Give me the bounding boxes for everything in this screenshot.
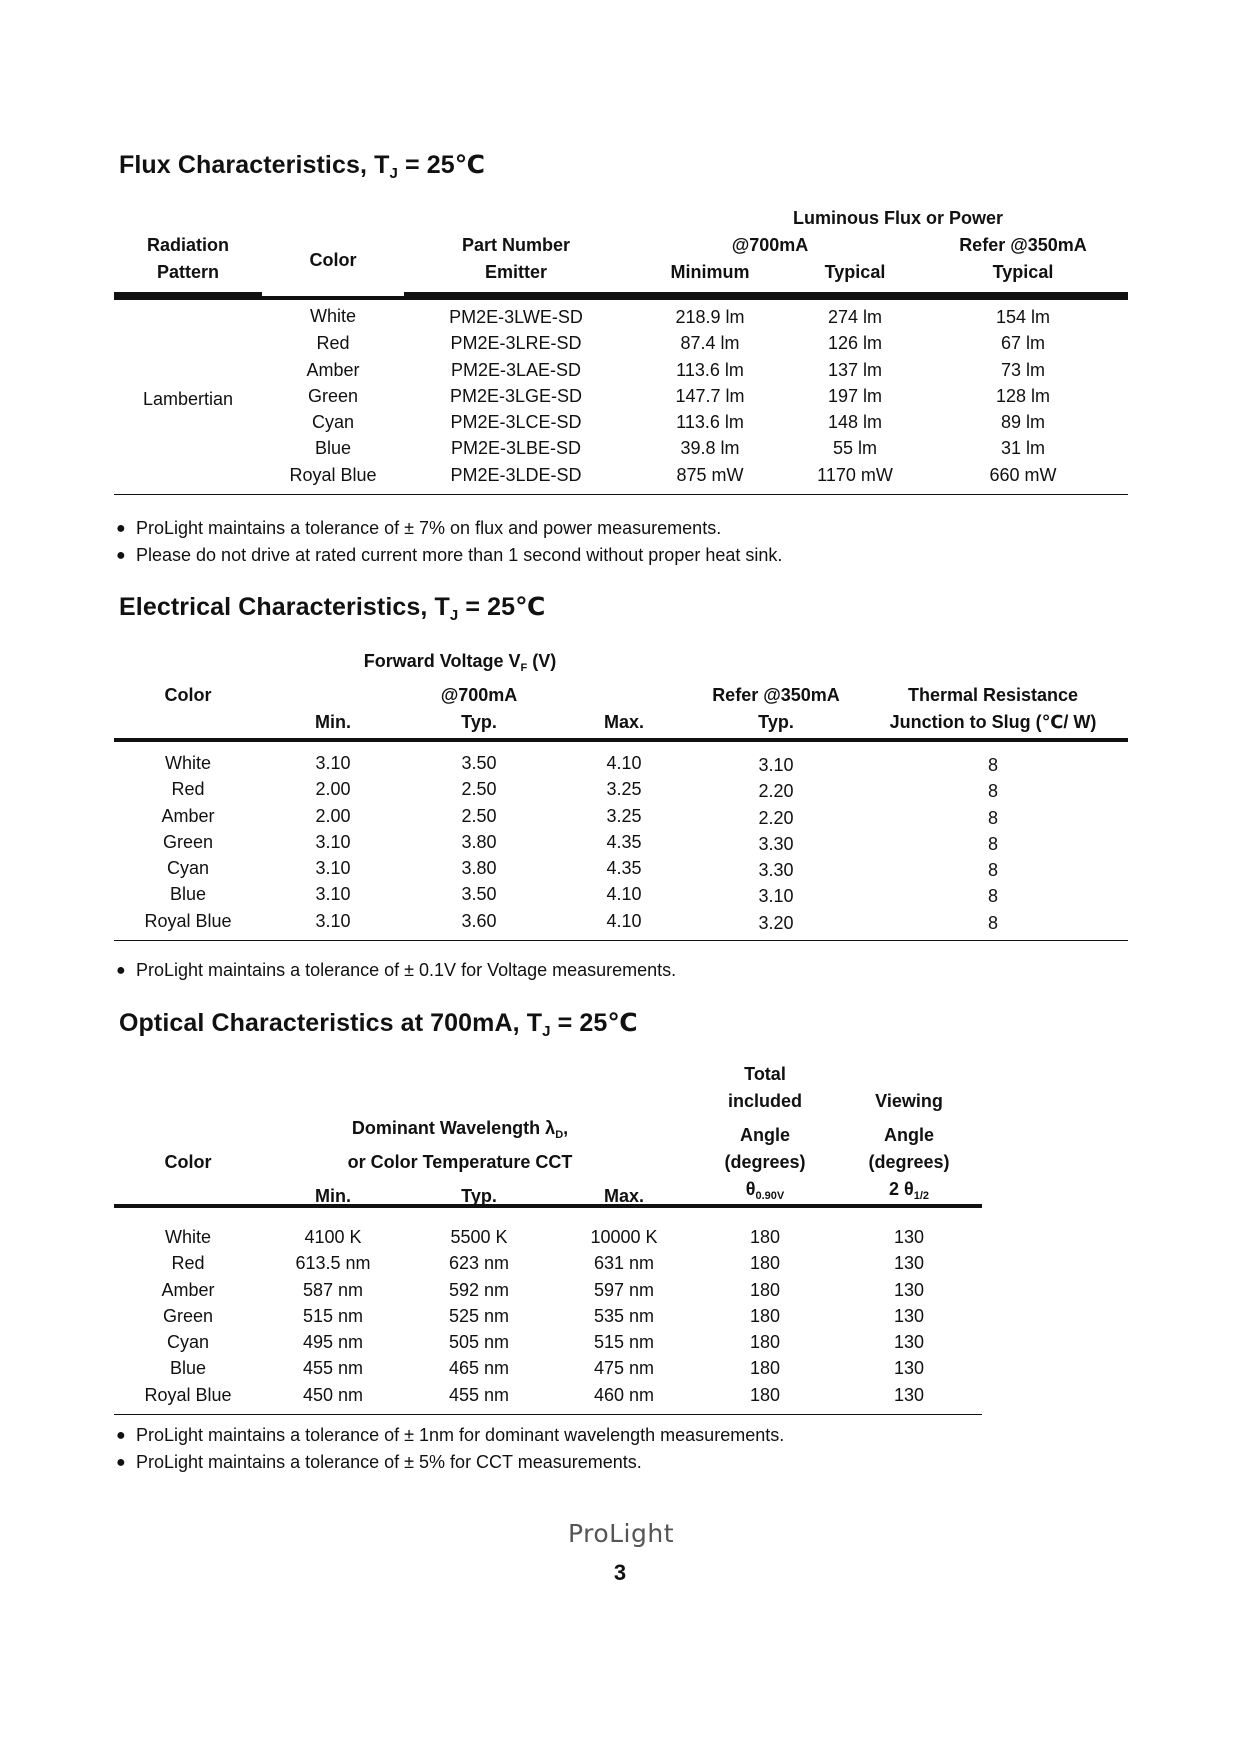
- optical-cell-max: 10000 K: [590, 1227, 658, 1247]
- flux-cell-min: 87.4 lm: [680, 333, 740, 354]
- flux-cell-part: PM2E-3LGE-SD: [449, 385, 583, 406]
- flux-header-refer: Refer @350mA: [959, 235, 1087, 255]
- optical-cell-min: 455 nm: [302, 1358, 364, 1379]
- electrical-cell-thermal: 8: [987, 807, 998, 828]
- optical-cell-min: 450 nm: [262, 1382, 404, 1415]
- optical-table-body: [114, 1216, 982, 1415]
- table-row: [114, 435, 1128, 461]
- flux-notes: [116, 515, 782, 569]
- table-row: [114, 776, 1128, 802]
- optical-header-two-theta: 2 $\theta_{1/2}$: [888, 1179, 930, 1202]
- electrical-cell-max: 4.10: [606, 884, 642, 905]
- optical-notes: [116, 1422, 784, 1476]
- optical-header-viewing-3: (degrees): [868, 1152, 950, 1172]
- electrical-cell-min: 3.10: [315, 884, 351, 905]
- flux-table: [114, 205, 1128, 495]
- optical-cell-view: 130: [893, 1305, 925, 1326]
- flux-cell-min: 147.7 lm: [675, 385, 745, 406]
- flux-cell-refer: 31 lm: [1000, 438, 1045, 459]
- optical-cell-view: 130: [836, 1382, 982, 1415]
- electrical-notes: [116, 957, 676, 984]
- optical-cell-max: 597 nm: [593, 1279, 655, 1300]
- flux-cell-min: 875 mW: [628, 462, 792, 495]
- optical-cell-view: 130: [893, 1227, 925, 1247]
- table-row: [114, 1382, 982, 1415]
- flux-header-luminous: Luminous Flux or Power: [792, 208, 1003, 228]
- optical-cell-total: 180: [749, 1227, 781, 1247]
- flux-cell-min: 113.6 lm: [676, 359, 744, 380]
- flux-cell-refer: 73 lm: [1000, 359, 1045, 380]
- electrical-cell-min: 2.00: [315, 805, 351, 826]
- optical-header-dw-2: or Color Temperature CCT: [347, 1152, 573, 1172]
- optical-header-total-2: included: [727, 1091, 802, 1111]
- note-item: ● ProLight maintains a tolerance of ± 5% for CCT measurements.: [116, 1449, 784, 1476]
- optical-header-viewing: Viewing: [875, 1091, 943, 1111]
- prolight-logo: ProLight: [567, 1519, 675, 1548]
- table-row: [114, 1355, 982, 1381]
- table-row: [114, 1329, 982, 1355]
- flux-header-part-2: Emitter: [404, 259, 628, 294]
- optical-cell-min: 515 nm: [302, 1305, 364, 1326]
- electrical-cell-typ: 3.60: [404, 908, 554, 941]
- electrical-cell-typ: 3.50: [461, 884, 497, 905]
- electrical-cell-color: Cyan: [166, 858, 210, 879]
- optical-header-color: Color: [164, 1152, 212, 1172]
- table-row: [114, 829, 1128, 855]
- electrical-header-color: Color: [164, 685, 212, 705]
- flux-cell-color: Blue: [314, 438, 352, 459]
- flux-header-part: Part Number: [461, 235, 571, 255]
- optical-header-total: Total: [744, 1064, 786, 1084]
- optical-cell-typ: 525 nm: [448, 1305, 510, 1326]
- table-row: [114, 855, 1128, 881]
- flux-cell-part: PM2E-3LWE-SD: [449, 307, 583, 327]
- optical-cell-max: 535 nm: [593, 1305, 655, 1326]
- optical-cell-min: 587 nm: [302, 1279, 364, 1300]
- electrical-cell-refer: 3.10: [758, 886, 794, 907]
- electrical-cell-thermal: 8: [987, 755, 998, 775]
- electrical-cell-typ: 3.50: [461, 753, 497, 773]
- optical-cell-max: 631 nm: [593, 1253, 655, 1274]
- electrical-table: [114, 648, 1128, 941]
- optical-header-total-4: (degrees): [724, 1152, 806, 1172]
- electrical-cell-max: 3.25: [606, 805, 642, 826]
- electrical-cell-color: Red: [171, 779, 205, 800]
- optical-header-rule: [114, 1204, 982, 1208]
- electrical-cell-typ: 3.80: [461, 858, 497, 879]
- electrical-cell-min: 3.10: [262, 908, 404, 941]
- flux-header-typical: Typical: [792, 259, 918, 294]
- electrical-cell-thermal: 8: [987, 860, 998, 881]
- optical-cell-typ: 592 nm: [448, 1279, 510, 1300]
- optical-cell-typ: 455 nm: [404, 1382, 554, 1415]
- optical-header-max: Max.: [603, 1186, 645, 1206]
- flux-cell-color: Red: [316, 333, 350, 354]
- flux-cell-refer: 154 lm: [995, 307, 1051, 327]
- electrical-cell-color: Royal Blue: [114, 908, 262, 941]
- optical-cell-typ: 623 nm: [448, 1253, 510, 1274]
- electrical-cell-thermal: 8: [987, 833, 998, 854]
- flux-cell-typ: 137 lm: [827, 359, 883, 380]
- optical-cell-color: White: [164, 1227, 211, 1247]
- electrical-cell-refer: 2.20: [758, 807, 794, 828]
- flux-cell-part: PM2E-3LDE-SD: [404, 462, 628, 495]
- electrical-cell-typ: 2.50: [461, 805, 497, 826]
- note-item: ● ProLight maintains a tolerance of ± 7% on flux and power measurements.: [116, 515, 782, 542]
- flux-header-rule: [114, 296, 1128, 300]
- flux-header-refer-typical: Typical: [918, 259, 1128, 294]
- table-row: [114, 409, 1128, 435]
- electrical-cell-refer: 2.20: [758, 781, 794, 802]
- electrical-cell-max: 3.25: [606, 779, 642, 800]
- electrical-cell-color: Amber: [161, 805, 215, 826]
- electrical-header-min: Min.: [315, 712, 351, 732]
- flux-cell-refer: 128 lm: [995, 385, 1051, 406]
- optical-title: Optical Characteristics at 700mA, $T_J$ = 25℃: [119, 1009, 638, 1040]
- electrical-cell-typ: 3.80: [461, 831, 497, 852]
- flux-cell-typ: 1170 mW: [792, 462, 918, 495]
- flux-cell-typ: 126 lm: [827, 333, 883, 354]
- optical-header-theta: $\theta_{0.90V}$: [745, 1179, 785, 1202]
- electrical-cell-color: Green: [162, 831, 214, 852]
- electrical-header-refer: Refer @350mA: [712, 685, 840, 705]
- optical-cell-min: 495 nm: [302, 1332, 364, 1353]
- flux-cell-refer: 660 mW: [918, 462, 1128, 495]
- table-row: [114, 908, 1128, 941]
- flux-cell-part: PM2E-3LAE-SD: [450, 359, 582, 380]
- table-row: [114, 803, 1128, 829]
- optical-header-total-3: Angle: [739, 1125, 790, 1145]
- electrical-header-thermal-2: Junction to Slug (℃/ W): [889, 712, 1097, 732]
- electrical-title: Electrical Characteristics, $T_J$ = 25℃: [119, 593, 546, 624]
- electrical-cell-refer: 3.20: [694, 910, 858, 943]
- optical-header-viewing-2: Angle: [883, 1125, 934, 1145]
- optical-cell-view: 130: [893, 1279, 925, 1300]
- table-row: [114, 881, 1128, 907]
- flux-cell-typ: 55 lm: [832, 438, 877, 459]
- optical-cell-color: Red: [171, 1253, 205, 1274]
- table-row: [114, 357, 1128, 383]
- optical-cell-total: 180: [749, 1305, 781, 1326]
- page-number: 3: [613, 1560, 627, 1585]
- optical-cell-min: 4100 K: [304, 1227, 362, 1247]
- note-item: ● ProLight maintains a tolerance of ± 0.1V for Voltage measurements.: [116, 957, 676, 984]
- electrical-cell-thermal: 8: [987, 886, 998, 907]
- optical-cell-max: 460 nm: [554, 1382, 694, 1415]
- optical-cell-typ: 505 nm: [448, 1332, 510, 1353]
- table-row: [114, 330, 1128, 356]
- electrical-cell-max: 4.10: [554, 908, 694, 941]
- optical-header-dw: Dominant Wavelength $\lambda_D$,: [351, 1118, 569, 1141]
- electrical-cell-min: 2.00: [315, 779, 351, 800]
- electrical-cell-thermal: 8: [858, 910, 1128, 943]
- flux-header-pattern-2: Pattern: [114, 259, 262, 294]
- electrical-cell-max: 4.35: [606, 831, 642, 852]
- electrical-cell-typ: 2.50: [461, 779, 497, 800]
- electrical-table-body: [114, 742, 1128, 941]
- electrical-header-rule: [114, 738, 1128, 742]
- optical-cell-view: 130: [893, 1358, 925, 1379]
- electrical-cell-min: 3.10: [315, 753, 351, 773]
- electrical-cell-refer: 3.30: [758, 860, 794, 881]
- flux-cell-refer: 67 lm: [1000, 333, 1045, 354]
- flux-cell-typ: 148 lm: [827, 412, 883, 433]
- note-item: ● ProLight maintains a tolerance of ± 1nm for dominant wavelength measurements.: [116, 1422, 784, 1449]
- electrical-header-thermal: Thermal Resistance: [907, 685, 1079, 705]
- optical-cell-total: 180: [749, 1279, 781, 1300]
- note-item: ● Please do not drive at rated current more than 1 second without proper heat sink.: [116, 542, 782, 569]
- optical-cell-total: 180: [749, 1253, 781, 1274]
- flux-table-body: [114, 294, 1128, 495]
- electrical-cell-max: 4.10: [606, 753, 642, 773]
- electrical-header-max: Max.: [603, 712, 645, 732]
- optical-cell-max: 475 nm: [593, 1358, 655, 1379]
- flux-cell-color: Green: [307, 385, 359, 406]
- electrical-cell-refer: 3.10: [758, 755, 794, 775]
- flux-cell-color: Cyan: [311, 412, 355, 433]
- optical-cell-total: 180: [749, 1358, 781, 1379]
- electrical-header-refer-typ: Typ.: [758, 712, 794, 732]
- electrical-header-typ: Typ.: [461, 712, 497, 732]
- optical-cell-color: Cyan: [166, 1332, 210, 1353]
- flux-cell-typ: 197 lm: [827, 385, 883, 406]
- flux-cell-part: PM2E-3LRE-SD: [450, 333, 582, 354]
- optical-table: [114, 1061, 982, 1415]
- optical-cell-max: 515 nm: [593, 1332, 655, 1353]
- optical-cell-color: Royal Blue: [114, 1382, 262, 1415]
- electrical-cell-min: 3.10: [315, 858, 351, 879]
- flux-cell-color: Royal Blue: [262, 462, 404, 495]
- table-row: [114, 383, 1128, 409]
- optical-cell-total: 180: [749, 1332, 781, 1353]
- table-row: [114, 462, 1128, 495]
- electrical-cell-color: White: [164, 753, 211, 773]
- optical-cell-total: 180: [694, 1382, 836, 1415]
- optical-cell-color: Amber: [161, 1279, 215, 1300]
- flux-cell-typ: 274 lm: [827, 307, 883, 327]
- optical-cell-typ: 465 nm: [448, 1358, 510, 1379]
- flux-cell-min: 113.6 lm: [676, 412, 744, 433]
- flux-title: Flux Characteristics, $T_J$ = 25℃: [119, 151, 486, 182]
- flux-header-700ma: @700mA: [731, 235, 809, 255]
- electrical-cell-thermal: 8: [987, 781, 998, 802]
- electrical-header-700ma: @700mA: [440, 685, 518, 705]
- optical-cell-view: 130: [893, 1332, 925, 1353]
- electrical-cell-max: 4.35: [606, 858, 642, 879]
- flux-header-color: Color: [309, 249, 357, 270]
- table-row: [114, 1303, 982, 1329]
- electrical-cell-min: 3.10: [315, 831, 351, 852]
- optical-cell-view: 130: [893, 1253, 925, 1274]
- flux-cell-color: Amber: [306, 359, 360, 380]
- electrical-cell-color: Blue: [169, 884, 207, 905]
- electrical-header-fv: Forward Voltage $V_F$ (V): [363, 651, 557, 674]
- optical-cell-min: 613.5 nm: [295, 1253, 371, 1274]
- flux-header-pattern: Radiation: [146, 235, 229, 255]
- optical-header-min: Min.: [315, 1186, 351, 1206]
- flux-cell-part: PM2E-3LCE-SD: [450, 412, 582, 433]
- table-row: [114, 1250, 982, 1276]
- table-row: [114, 1216, 982, 1250]
- optical-header-typ: Typ.: [461, 1186, 497, 1206]
- flux-cell-min: 39.8 lm: [680, 438, 740, 459]
- table-row: [114, 742, 1128, 776]
- flux-cell-part: PM2E-3LBE-SD: [450, 438, 582, 459]
- radiation-pattern-cell: Lambertian: [114, 294, 262, 495]
- electrical-cell-refer: 3.30: [758, 833, 794, 854]
- flux-cell-color: White: [309, 306, 356, 326]
- flux-header-minimum: Minimum: [628, 259, 792, 294]
- optical-cell-typ: 5500 K: [450, 1227, 508, 1247]
- flux-cell-refer: 89 lm: [1000, 412, 1045, 433]
- table-row: [114, 1277, 982, 1303]
- optical-cell-color: Blue: [169, 1358, 207, 1379]
- optical-cell-color: Green: [162, 1305, 214, 1326]
- flux-cell-min: 218.9 lm: [675, 307, 745, 327]
